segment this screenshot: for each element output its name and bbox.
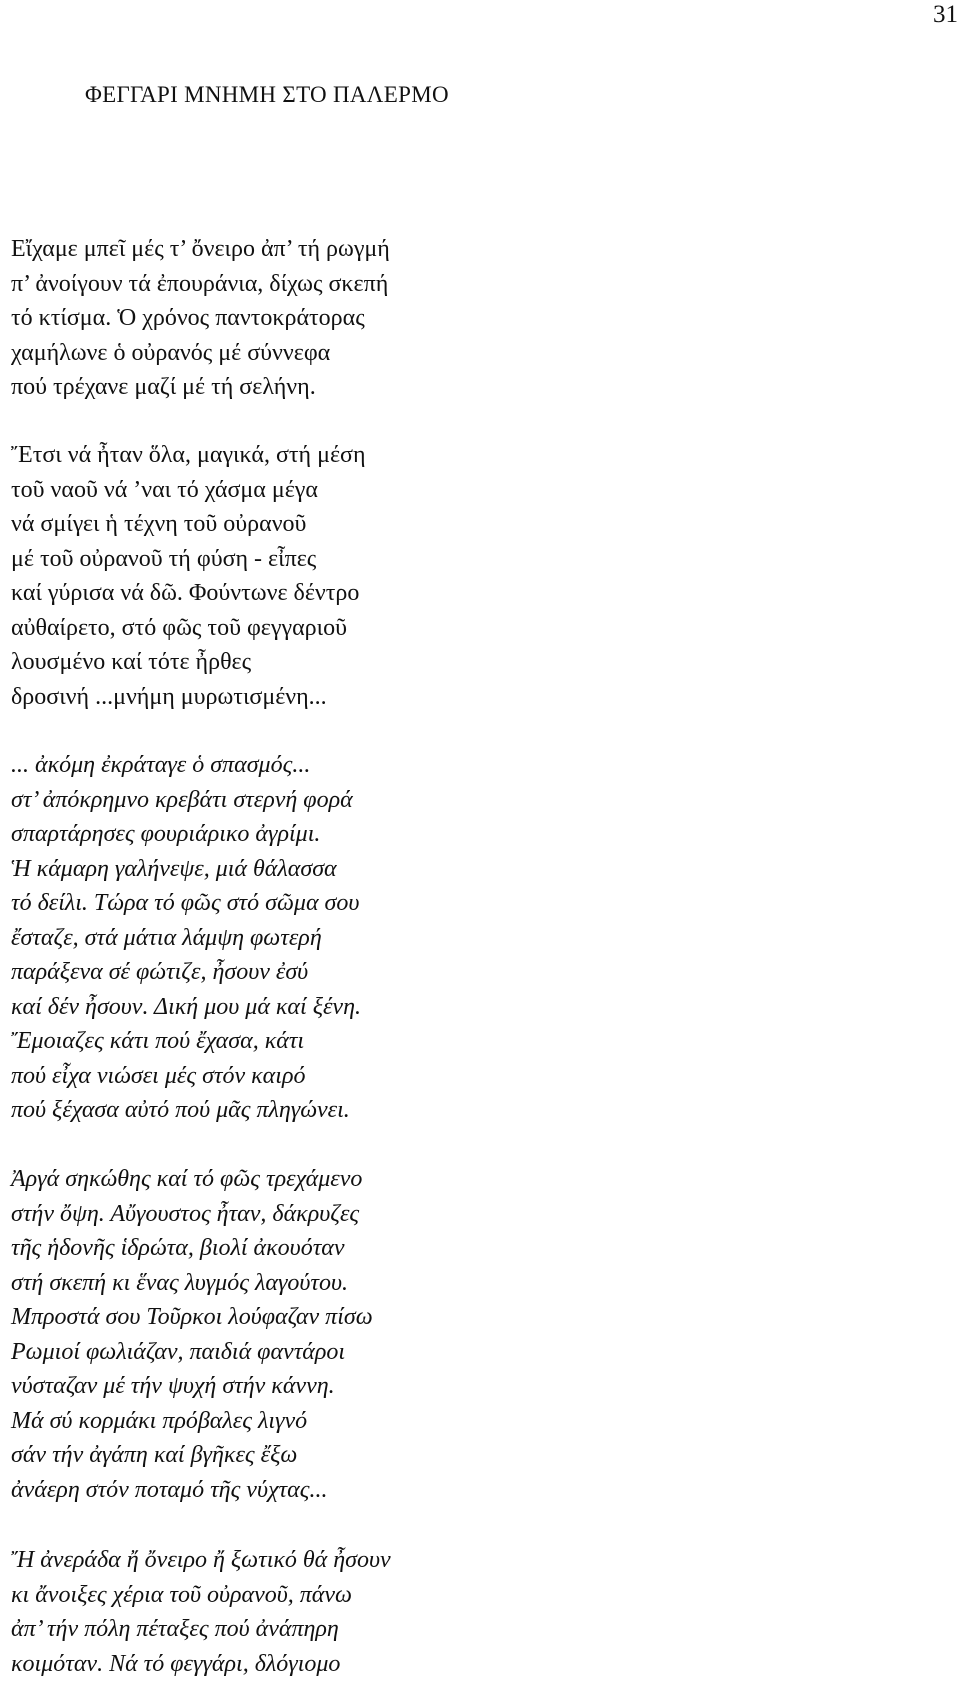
poem-line: κοιμόταν. Νά τό φεγγάρι, δλόγιομο	[11, 1650, 341, 1677]
poem-line: ἔσταζε, στά μάτια λάμψη φωτερή	[11, 924, 322, 951]
poem-line: Ἔμοιαζες κάτι πού ἔχασα, κάτι	[11, 1028, 305, 1054]
poem-line: τό δείλι. Τώρα τό φῶς στό σῶμα σου	[11, 890, 360, 916]
poem-line: ἀνάερη στόν ποταμό τῆς νύχτας...	[11, 1476, 328, 1503]
poem-line: χαμήλωνε ὁ οὐρανός μέ σύννεφα	[11, 339, 331, 366]
poem-line: ... ἀκόμη ἐκράταγε ὁ σπασμός...	[11, 752, 311, 778]
stanza-1	[11, 232, 390, 405]
page-number: 31	[933, 1, 958, 28]
poem-line: μέ τοῦ οὐρανοῦ τή φύση - εἶπες	[11, 545, 317, 572]
poem-line: δροσινή ...μνήμη μυρωτισμένη...	[11, 683, 327, 710]
poem-title: ΦΕΓΓΑΡΙ ΜΝΗΜΗ ΣΤΟ ΠΑΛΕΡΜΟ	[85, 82, 449, 107]
poem-line: τῆς ἡδονῆς ἱδρώτα, βιολί ἀκουόταν	[11, 1235, 345, 1261]
poem-line: στή σκεπή κι ἕνας λυγμός λαγούτου.	[11, 1269, 349, 1296]
stanza-3	[11, 748, 361, 1128]
poem-line: Ἡ κάμαρη γαλήνεψε, μιά θάλασσα	[11, 855, 337, 882]
poem-line: πού τρέχανε μαζί μέ τή σελήνη.	[11, 374, 316, 400]
poem-line: Εἴχαμε μπεῖ μές τ’ ὄνειρο ἀπ’ τή ρωγμή	[11, 236, 390, 262]
poem-line: π’ ἀνοίγουν τά ἐπουράνια, δίχως σκεπή	[11, 270, 389, 297]
poem-line: Μπροστά σου Τοῦρκοι λούφαζαν πίσω	[11, 1304, 373, 1330]
poem-line: σάν τήν ἀγάπη καί βγῆκες ἔξω	[11, 1442, 298, 1468]
poem-line: Μά σύ κορμάκι πρόβαλες λιγνό	[11, 1407, 308, 1434]
poem-line: Ἀργά σηκώθης καί τό φῶς τρεχάμενο	[11, 1166, 363, 1192]
stanza-2	[11, 438, 366, 714]
poem-line: λουσμένο καί τότε ἦρθες	[11, 649, 252, 675]
poem-line: πού εἶχα νιώσει μές στόν καιρό	[11, 1062, 306, 1089]
poem-line: παράξενα σέ φώτιζε, ἦσουν ἐσύ	[11, 959, 309, 985]
poem-line: νύσταζαν μέ τήν ψυχή στήν κάννη.	[11, 1373, 335, 1399]
poem-line: ἀπ’ τήν πόλη πέταξες πού ἀνάπηρη	[11, 1616, 339, 1642]
poem-line: Ἔτσι νά ἦταν ὅλα, μαγικά, στή μέση	[11, 442, 366, 468]
stanza-5	[11, 1543, 391, 1681]
poem-line: καί δέν ἦσουν. Δική μου μά καί ξένη.	[11, 993, 361, 1020]
poem-line: στ’ ἀπόκρημνο κρεβάτι στερνή φορά	[11, 786, 353, 813]
poem-line: Ρωμιοί φωλιάζαν, παιδιά φαντάροι	[11, 1338, 346, 1365]
poem-line: νά σμίγει ἡ τέχνη τοῦ οὐρανοῦ	[11, 511, 307, 537]
poem-line: καί γύρισα νά δῶ. Φούντωνε δέντρο	[11, 580, 360, 606]
poem-line: κι ἄνοιξες χέρια τοῦ οὐρανοῦ, πάνω	[11, 1581, 353, 1608]
poem-line: πού ξέχασα αὐτό πού μᾶς πληγώνει.	[11, 1097, 350, 1123]
stanza-4	[11, 1162, 373, 1507]
poem-line: στήν ὄψη. Αὔγουστος ἦταν, δάκρυζες	[11, 1200, 360, 1227]
poem-line: τό κτίσμα. Ὁ χρόνος παντοκράτορας	[11, 305, 365, 331]
poem-line: τοῦ ναοῦ νά ’ναι τό χάσμα μέγα	[11, 476, 318, 503]
poem-line: αὐθαίρετο, στό φῶς τοῦ φεγγαριοῦ	[11, 614, 347, 641]
poem-line: Ἤ ἀνεράδα ἤ ὄνειρο ἤ ξωτικό θά ἦσουν	[11, 1547, 391, 1573]
poem-line: σπαρτάρησες φουριάρικο ἀγρίμι.	[11, 821, 321, 847]
